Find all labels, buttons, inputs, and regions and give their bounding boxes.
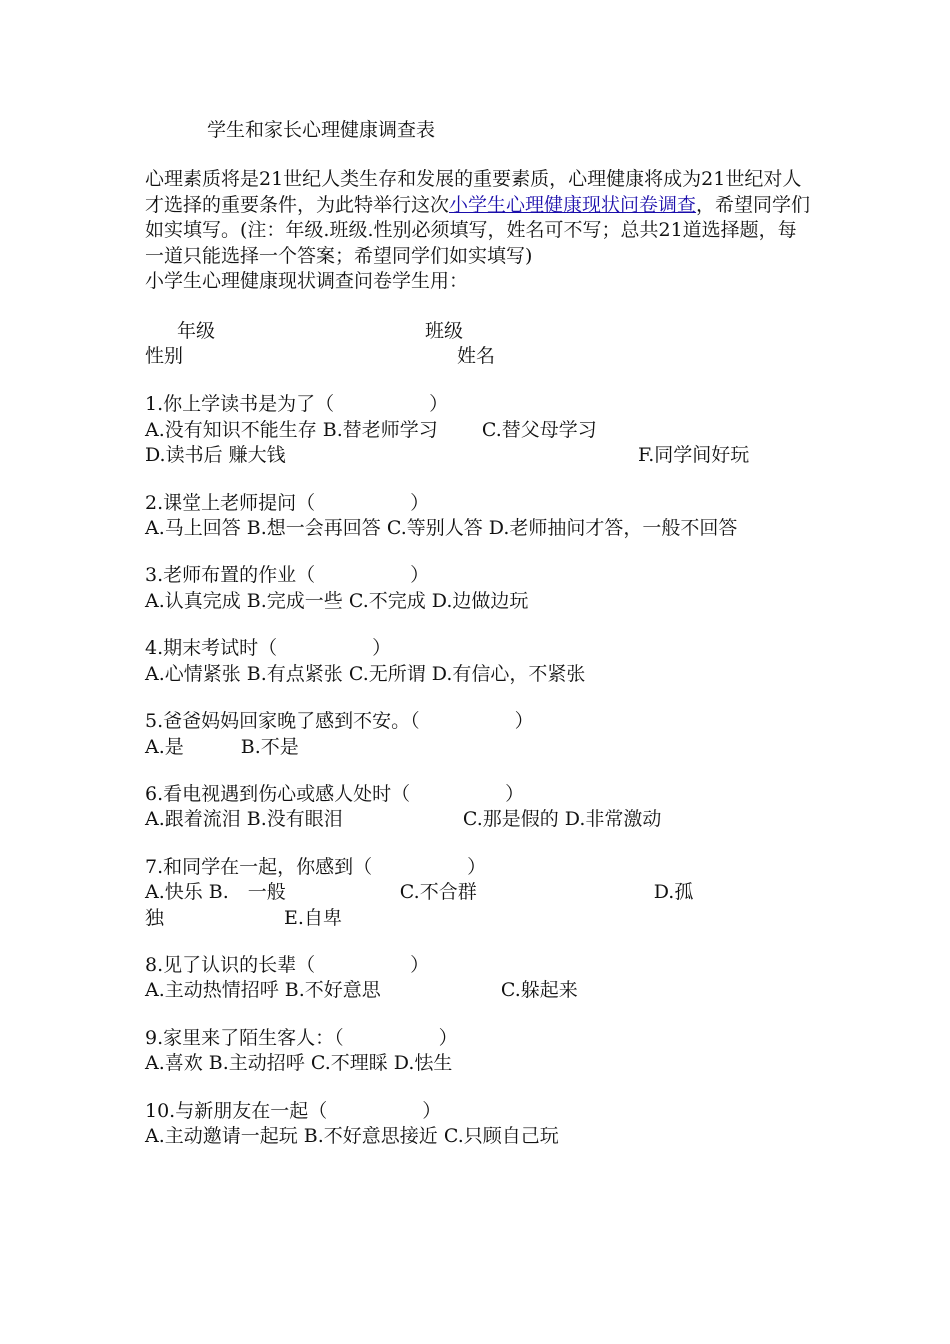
question-options: A.是 B.不是	[145, 735, 299, 758]
question-text: 2.课堂上老师提问（ ）	[145, 491, 430, 514]
question-options: A.喜欢 B.主动招呼 C.不理睬 D.怯生	[145, 1052, 453, 1075]
page-title: 学生和家长心理健康调查表	[207, 119, 436, 141]
question-options: A.快乐 B. 一般 C.不合群 D.孤	[145, 881, 694, 904]
question-6	[145, 782, 815, 833]
survey-link[interactable]: 小学生心理健康现状问卷调查	[449, 193, 697, 216]
intro-subtitle: 小学生心理健康现状调查问卷学生用：	[145, 270, 469, 293]
question-8	[145, 953, 815, 1004]
question-7	[145, 855, 815, 931]
option-f: F.同学间好玩	[638, 444, 750, 467]
question-text: 5.爸爸妈妈回家晚了感到不安。（ ）	[145, 710, 534, 733]
question-text: 10.与新朋友在一起（ ）	[145, 1099, 442, 1122]
question-1	[145, 392, 815, 468]
question-9	[145, 1026, 815, 1077]
question-options: A.马上回答 B.想一会再回答 C.等别人答 D.老师抽问才答，一般不回答	[145, 517, 738, 540]
question-2	[145, 491, 815, 542]
grade-label: 年级	[177, 320, 216, 343]
question-5	[145, 709, 815, 760]
option-d: D.读书后 赚大钱	[145, 444, 286, 467]
intro-text: 心理素质将是21世纪人类生存和发展的重要素质，心理健康将成为21世纪对人才选择的重要条件，为此特举行这次	[145, 168, 802, 216]
question-text: 1.你上学读书是为了（ ）	[145, 393, 449, 416]
question-text: 8.见了认识的长辈（ ）	[145, 953, 430, 976]
question-text: 9.家里来了陌生客人：（ ）	[145, 1026, 458, 1049]
question-text: 7.和同学在一起，你感到（ ）	[145, 855, 487, 878]
question-options: A.主动热情招呼 B.不好意思 C.躲起来	[145, 979, 578, 1002]
name-label: 姓名	[457, 345, 496, 368]
intro-text-2: ，希望同学们如实填写。(注：年级.班级.性别必须填写，姓名可不写；总共21道选择题，每一道只能选择一个答案；希望同学们如实填写)	[145, 193, 811, 267]
question-options: A.认真完成 B.完成一些 C.不完成 D.边做边玩	[145, 589, 529, 612]
question-text: 6.看电视遇到伤心或感人处时（ ）	[145, 782, 525, 805]
question-options: A.跟着流泪 B.没有眼泪 C.那是假的 D.非常激动	[145, 808, 662, 831]
intro-paragraph	[145, 167, 815, 269]
question-4	[145, 636, 815, 687]
document-page	[145, 118, 815, 1149]
question-options: A.主动邀请一起玩 B.不好意思接近 C.只顾自己玩	[145, 1124, 559, 1147]
question-options-2	[145, 443, 815, 468]
question-text: 3.老师布置的作业（ ）	[145, 564, 430, 587]
question-3	[145, 563, 815, 614]
student-info-fields	[145, 319, 815, 370]
question-options: A.心情紧张 B.有点紧张 C.无所谓 D.有信心，不紧张	[145, 662, 586, 685]
question-options: A.没有知识不能生存 B.替老师学习 C.替父母学习	[145, 418, 597, 441]
gender-label: 性别	[145, 345, 184, 368]
question-text: 4.期末考试时（ ）	[145, 637, 392, 660]
class-label: 班级	[425, 320, 464, 343]
question-10	[145, 1099, 815, 1150]
question-options-2: 独 E.自卑	[145, 906, 342, 929]
